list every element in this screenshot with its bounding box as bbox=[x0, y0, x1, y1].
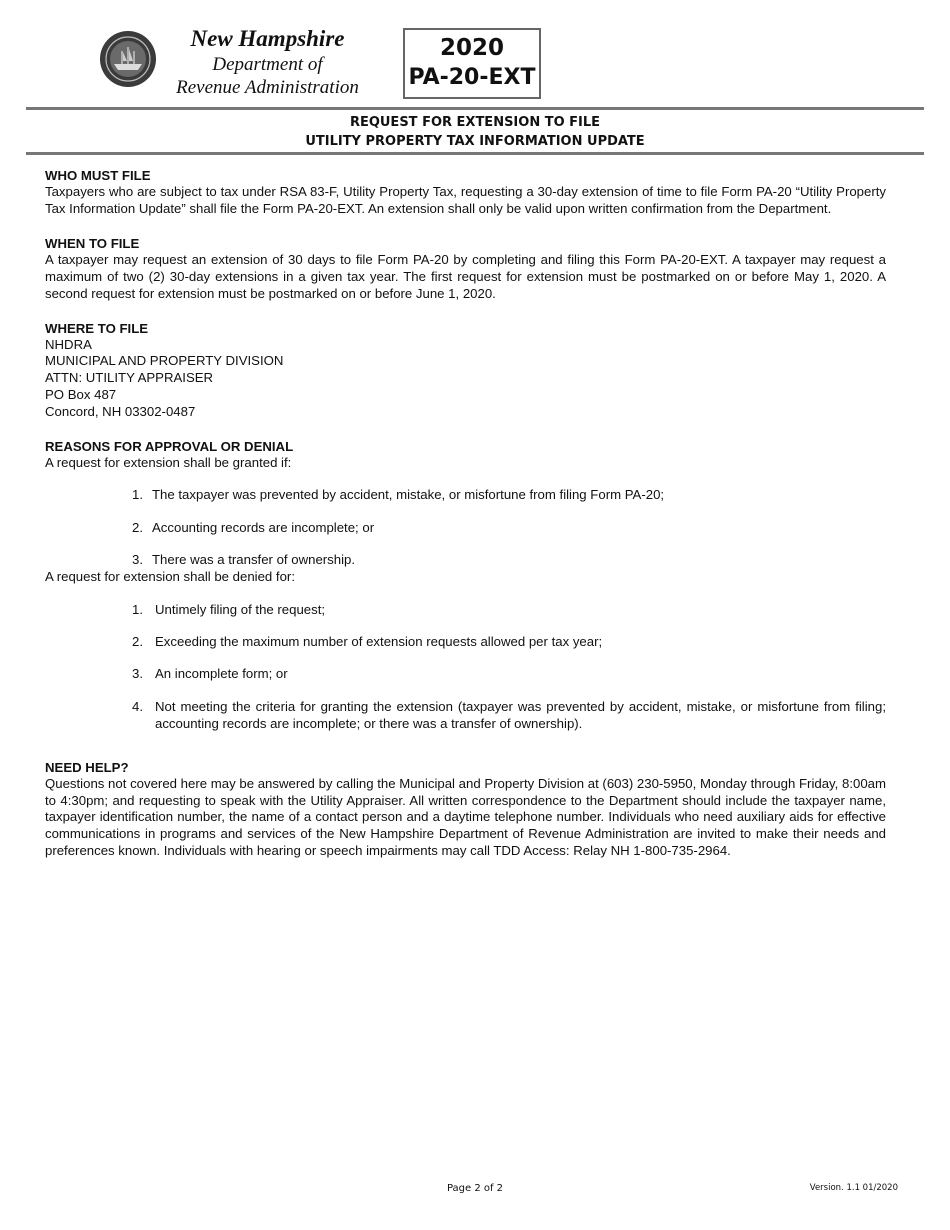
item-text: There was a transfer of ownership. bbox=[152, 552, 356, 568]
item-text: An incomplete form; or bbox=[155, 666, 288, 682]
agency-name bbox=[160, 24, 375, 99]
form-title bbox=[26, 113, 924, 151]
reasons-section bbox=[45, 438, 886, 733]
item-number: 2. bbox=[132, 519, 143, 535]
item-text: Not meeting the criteria for granting the extension (taxpayer was prevented by accident, mistake, or misfortune from filing; accounting records are incomplete; or there was a transfer of ownership). bbox=[155, 698, 886, 731]
section-heading: REASONS FOR APPROVAL OR DENIAL bbox=[45, 439, 294, 455]
item-number: 4. bbox=[132, 698, 143, 714]
list-item bbox=[132, 602, 886, 619]
item-number: 2. bbox=[132, 634, 143, 649]
agency-division: Revenue Administration bbox=[176, 77, 359, 98]
granted-intro: A request for extension shall be granted if: bbox=[45, 455, 292, 471]
page-number: Page 2 of 2 bbox=[446, 1183, 504, 1194]
form-id-box bbox=[403, 28, 541, 99]
section-text: Taxpayers who are subject to tax under RSA 83-F, Utility Property Tax, requesting a 30-day extension of time to file Form PA-20 “Utility Property Tax Information Update” shall file the Form PA-20-EXT. An extension shall only be valid upon written confirmation from the Department. bbox=[45, 184, 886, 216]
list-item bbox=[132, 520, 886, 537]
section-text: Questions not covered here may be answered by calling the Municipal and Property Division at (603) 230-5950, Monday through Friday, 8:00am to 4:30pm; and requesting to speak with the Utility Appraiser. All written correspondence to the Department should include the taxpayer name, taxpayer identification number, the name of a contact person and a daytime telephone number. Individuals who need auxiliary aids for effective communications in programs and services of the New Hampshire Department of Revenue Administration are invited to make their needs and preferences known. Individuals with hearing or speech impairments may call TDD Access: Relay NH 1-800-735-2964. bbox=[45, 775, 886, 859]
state-seal-icon bbox=[100, 31, 156, 87]
form-title-line2: UTILITY PROPERTY TAX INFORMATION UPDATE bbox=[305, 134, 645, 149]
item-text: The taxpayer was prevented by accident, mistake, or misfortune from filing Form PA-20; bbox=[152, 487, 665, 503]
list-item bbox=[132, 666, 886, 683]
item-text: Accounting records are incomplete; or bbox=[152, 519, 375, 535]
address-line: Concord, NH 03302-0487 bbox=[45, 404, 196, 420]
form-title-line1: REQUEST FOR EXTENSION TO FILE bbox=[349, 115, 601, 130]
item-number: 1. bbox=[132, 487, 143, 503]
address-line: NHDRA bbox=[45, 336, 92, 352]
item-number: 3. bbox=[132, 666, 143, 682]
list-item bbox=[132, 487, 886, 504]
item-number: 3. bbox=[132, 552, 143, 568]
where-to-file-section bbox=[45, 320, 886, 422]
denied-intro: A request for extension shall be denied for: bbox=[45, 569, 295, 585]
form-number: PA-20-EXT bbox=[408, 65, 536, 90]
denied-list bbox=[45, 602, 886, 733]
section-text: A taxpayer may request an extension of 30 days to file Form PA-20 by completing and filing this Form PA-20-EXT. A taxpayer may request a maximum of two (2) 30-day extensions in a given tax year. The first request for extension must be postmarked on or before May 1, 2020. A second request for extension must be postmarked on or before June 1, 2020. bbox=[45, 251, 886, 301]
item-number: 1. bbox=[132, 601, 143, 617]
version-label: Version. 1.1 01/2020 bbox=[809, 1183, 898, 1193]
need-help-section bbox=[45, 759, 886, 861]
section-heading: NEED HELP? bbox=[45, 759, 129, 775]
list-item bbox=[132, 552, 886, 569]
agency-dept: Department of bbox=[212, 54, 323, 75]
section-heading: WHERE TO FILE bbox=[45, 320, 149, 336]
instructions-body bbox=[45, 167, 886, 877]
agency-state: New Hampshire bbox=[190, 26, 345, 51]
when-to-file-section bbox=[45, 235, 886, 303]
item-text: Untimely filing of the request; bbox=[155, 601, 326, 617]
header-rule-top bbox=[26, 107, 924, 110]
address-line: MUNICIPAL AND PROPERTY DIVISION bbox=[45, 353, 284, 369]
list-item bbox=[132, 699, 886, 733]
section-heading: WHO MUST FILE bbox=[45, 168, 151, 183]
address-line: PO Box 487 bbox=[45, 387, 117, 403]
list-item bbox=[132, 634, 886, 651]
header-rule-bottom bbox=[26, 152, 924, 155]
who-must-file-section bbox=[45, 167, 886, 218]
address-line: ATTN: UTILITY APPRAISER bbox=[45, 370, 214, 386]
form-year: 2020 bbox=[439, 35, 504, 61]
section-heading: WHEN TO FILE bbox=[45, 235, 140, 251]
granted-list bbox=[45, 487, 886, 569]
item-text: Exceeding the maximum number of extension requests allowed per tax year; bbox=[155, 634, 603, 649]
